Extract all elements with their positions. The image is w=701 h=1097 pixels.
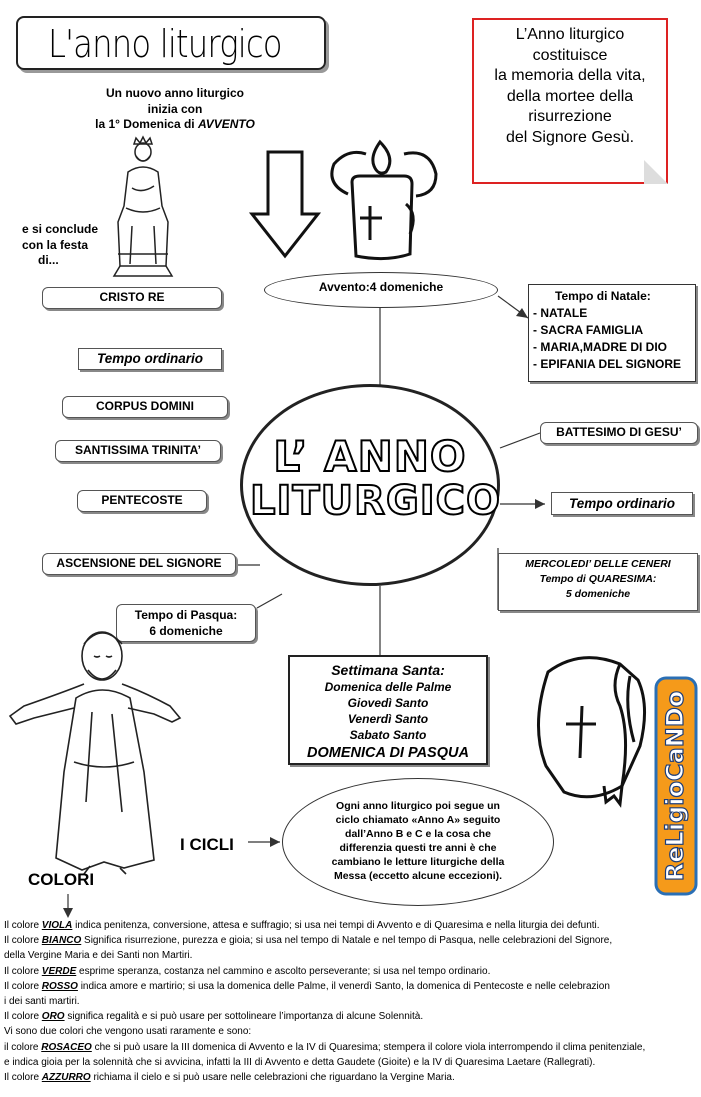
colors-explanation xyxy=(4,918,699,1085)
advent-ellipse: Avvento:4 domeniche xyxy=(264,272,498,308)
color-line-bianco-cont: della Vergine Maria e dei Santi non Martiri. xyxy=(4,950,193,962)
center-title-line2: LITURGICO xyxy=(250,478,502,524)
intro-line: inizia con xyxy=(147,101,203,116)
note-line: della mortee della xyxy=(506,87,634,105)
rare-colors-intro: Vi sono due colori che vengono usati raramente e sono: xyxy=(4,1026,252,1038)
color-name: AZZURRO xyxy=(41,1072,91,1084)
color-name: ROSSO xyxy=(41,980,78,992)
intro-line: Un nuovo anno liturgico xyxy=(106,86,244,100)
color-line-verde: Il colore VERDE esprime speranza, costanza nel cammino e ascolto perseverante; si usa nel tempo ordinario. xyxy=(4,965,491,977)
color-name: ORO xyxy=(41,1011,65,1023)
color-line-viola: Il colore VIOLA indica penitenza, conversione, attesa e suffragio; si usa nei tempi di Avvento e di Quaresima e nella liturgia dei defunti. xyxy=(4,920,600,931)
note-line: risurrezione xyxy=(528,108,612,125)
pentecost-box: PENTECOSTE xyxy=(77,490,207,512)
color-line-rosaceo-cont: e indica gioia per la solennità che si avvicina, infatti la III di Avvento e detta Gaudete (Gioite) e la IV di Quaresima Laetare (Rallegrati). xyxy=(4,1056,596,1068)
cycles-line: differenzia questi tre anni è che xyxy=(339,842,497,854)
holy-week-item: Giovedì Santo xyxy=(347,696,429,710)
connector-line xyxy=(257,594,282,608)
ascension-box: ASCENSIONE DEL SIGNORE xyxy=(42,553,236,575)
color-line-rosaceo: il colore ROSACEO che si può usare la III domenica di Avvento e la IV di Quaresima; stempera il colore viola interrompendo il clima penitenziale, xyxy=(4,1041,646,1053)
colors-label: COLORI xyxy=(28,870,95,889)
religiocando-logo xyxy=(654,676,698,896)
arrowhead-icon xyxy=(535,499,545,509)
lent-line: 5 domeniche xyxy=(565,588,631,600)
holy-week-item: Venerdì Santo xyxy=(347,712,429,726)
holy-week-final: DOMENICA DI PASQUA xyxy=(307,745,469,761)
connector-line xyxy=(500,433,540,448)
conclusion-line: con la festa xyxy=(22,237,89,252)
corpus-domini-box: CORPUS DOMINI xyxy=(62,396,228,418)
cycles-line: cambiano le letture liturgiche della xyxy=(331,856,505,868)
page-title: L'anno liturgico xyxy=(48,22,282,66)
christmas-box xyxy=(528,284,696,382)
holy-week-heading: Settimana Santa: xyxy=(331,662,445,678)
cycles-line: ciclo chiamato «Anno A» seguito xyxy=(335,814,501,826)
christmas-item: - EPIFANIA DEL SIGNORE xyxy=(533,357,682,371)
baptism-box: BATTESIMO DI GESU’ xyxy=(540,422,698,444)
christmas-heading: Tempo di Natale: xyxy=(555,289,651,303)
center-title-line1: L’ ANNO xyxy=(273,432,467,481)
color-name: VIOLA xyxy=(41,920,73,931)
easter-time-line: 6 domeniche xyxy=(149,624,223,638)
note-line: del Signore Gesù. xyxy=(505,128,635,146)
arrowhead-icon xyxy=(270,837,280,847)
arrowhead-icon xyxy=(516,308,528,318)
color-name: BIANCO xyxy=(41,935,82,947)
cycles-line: Messa (eccetto alcune eccezioni). xyxy=(333,870,503,882)
lent-box xyxy=(498,553,698,611)
color-line-oro: Il colore ORO significa regalità e si può usare per sottolineare l’importanza di alcune Solennità. xyxy=(4,1011,424,1023)
color-line-bianco: Il colore BIANCO Significa risurrezione, purezza e gioia; si usa nel tempo di Natale e nel tempo di Pasqua, nelle celebrazioni del Signore, xyxy=(4,935,613,947)
logo-text: ReLigioCaNDo xyxy=(661,690,689,882)
conclusion-line: e si conclude xyxy=(22,222,99,236)
conclusion-line: di... xyxy=(38,253,59,267)
holy-week-item: Domenica delle Palme xyxy=(324,680,452,694)
christmas-item: - SACRA FAMIGLIA xyxy=(533,323,644,337)
cycles-label: I CICLI xyxy=(180,835,234,854)
cycles-line: dall’Anno B e C e la cosa che xyxy=(345,828,491,840)
ordinary-time-left-box: Tempo ordinario xyxy=(78,348,222,370)
holy-week-box xyxy=(288,655,488,765)
cristo-re-box: CRISTO RE xyxy=(42,287,222,309)
trinity-box: SANTISSIMA TRINITA’ xyxy=(55,440,221,462)
christmas-item: - MARIA,MADRE DI DIO xyxy=(533,340,667,354)
note-line: costituisce xyxy=(532,46,608,64)
christmas-item: - NATALE xyxy=(533,306,588,320)
cycles-line: Ogni anno liturgico poi segue un xyxy=(336,800,500,812)
color-line-azzurro: Il colore AZZURRO richiama il cielo e si può usare nelle celebrazioni che riguardano la Vergine Maria. xyxy=(4,1072,455,1084)
arrowhead-icon xyxy=(63,908,73,918)
note-line: L’Anno liturgico xyxy=(515,26,625,43)
color-line-rosso-cont: i dei santi martiri. xyxy=(4,996,80,1008)
note-line: la memoria della vita, xyxy=(494,67,646,84)
color-line-rosso: Il colore ROSSO indica amore e martirio; si usa la domenica delle Palme, il venerdì Santo, la domenica di Pentecoste e nelle celebrazion xyxy=(4,980,610,992)
bible-icon xyxy=(520,646,660,806)
risen-jesus-illustration xyxy=(4,622,184,874)
color-name: ROSACEO xyxy=(41,1041,92,1053)
color-name: VERDE xyxy=(41,965,77,977)
intro-line-prefix: la 1° Domenica di xyxy=(95,117,198,131)
holy-week-item: Sabato Santo xyxy=(349,728,427,742)
lent-line: Tempo di QUARESIMA: xyxy=(539,573,657,585)
cycles-ellipse xyxy=(282,778,554,906)
intro-advent: AVVENTO xyxy=(197,117,255,131)
easter-time-line: Tempo di Pasqua: xyxy=(134,608,238,622)
ordinary-time-right-box: Tempo ordinario xyxy=(551,492,693,515)
lent-line: MERCOLEDI’ DELLE CENERI xyxy=(525,558,671,570)
